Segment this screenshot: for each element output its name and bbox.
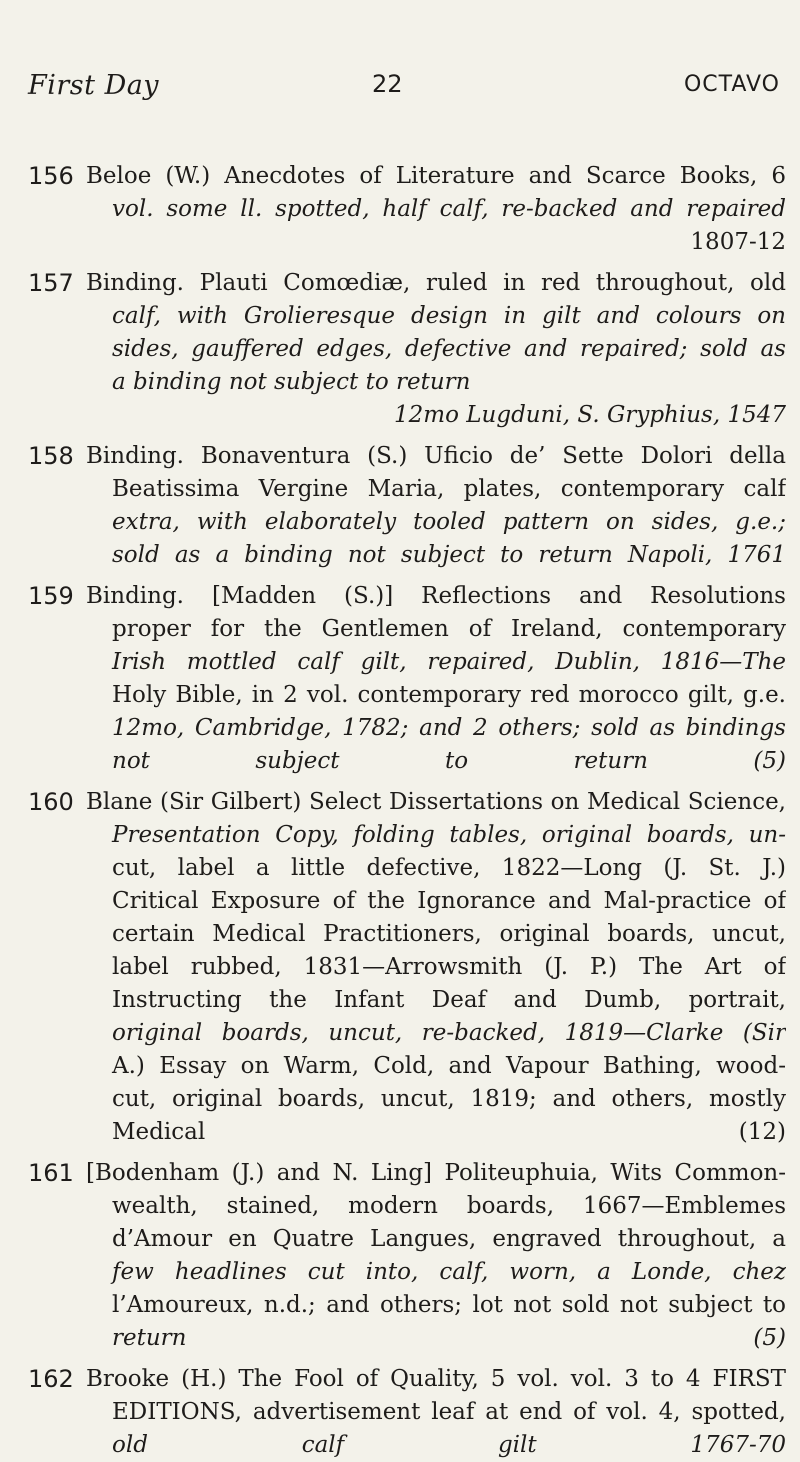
lot-description — [86, 1363, 786, 1462]
lot-line: wealth, stained, modern boards, 1667—Emblemes — [112, 1193, 786, 1219]
lot-line: Binding. Plauti Comœdiæ, ruled in red throughout, old — [86, 270, 786, 296]
lot-line: EDITIONS, advertisement leaf at end of vol. 4, spotted, — [112, 1399, 786, 1425]
lot-imprint: 12mo Lugduni, S. Gryphius, 1547 — [394, 402, 786, 428]
lot-line: A.) Essay on Warm, Cold, and Vapour Bathing, wood- — [112, 1053, 786, 1079]
lot-date: 1807-12 — [690, 229, 786, 255]
lot-line: Instructing the Infant Deaf and Dumb, portrait, — [112, 987, 786, 1013]
lot-line: not subject to return (5) — [112, 748, 786, 774]
lot-line: Medical (12) — [112, 1119, 786, 1145]
lot-number: 157 — [28, 269, 74, 297]
lot-description — [86, 1157, 786, 1355]
lot-line: original boards, uncut, re-backed, 1819—Clarke (Sir — [112, 1020, 786, 1046]
lot-number: 159 — [28, 582, 74, 610]
lot-line: old calf gilt 1767-70 — [112, 1432, 786, 1458]
lot-line: l’Amoureux, n.d.; and others; lot not sold not subject to — [112, 1292, 786, 1318]
lot-line: sides, gauffered edges, defective and repaired; sold as — [112, 336, 786, 362]
lot-line: few headlines cut into, calf, worn, a Londe, chez — [112, 1259, 786, 1285]
lot-line: certain Medical Practitioners, original boards, uncut, — [112, 921, 786, 947]
lot-number: 160 — [28, 788, 74, 816]
lot-line: [Bodenham (J.) and N. Ling] Politeuphuia, Wits Common- — [86, 1160, 786, 1186]
lot-number: 162 — [28, 1365, 74, 1393]
lot-line: Holy Bible, in 2 vol. contemporary red morocco gilt, g.e. — [112, 682, 786, 708]
lot-line: a binding not subject to return — [112, 369, 471, 395]
lot-description — [86, 580, 786, 778]
lot-line: 12mo, Cambridge, 1782; and 2 others; sold as bindings — [112, 715, 786, 741]
lot-line: extra, with elaborately tooled pattern on sides, g.e.; — [112, 509, 786, 535]
lot-line: return (5) — [112, 1325, 786, 1351]
lot-line: sold as a binding not subject to return Napoli, 1761 — [112, 542, 786, 568]
lot-line: Binding. Bonaventura (S.) Uficio de’ Sette Dolori della — [86, 443, 786, 469]
lot-line: Binding. [Madden (S.)] Reflections and Resolutions — [86, 583, 786, 609]
lot-number: 161 — [28, 1159, 74, 1187]
lot-line: Beatissima Vergine Maria, plates, contemporary calf — [112, 476, 786, 502]
lot-description — [86, 440, 786, 572]
lot-description — [86, 160, 786, 259]
lot-line: Irish mottled calf gilt, repaired, Dublin, 1816—The — [112, 649, 786, 675]
lot-line: cut, original boards, uncut, 1819; and others, mostly — [112, 1086, 786, 1112]
lot-line: proper for the Gentlemen of Ireland, contemporary — [112, 616, 786, 642]
lot-line: Brooke (H.) The Fool of Quality, 5 vol. vol. 3 to 4 FIRST — [86, 1366, 786, 1392]
lot-number: 156 — [28, 162, 74, 190]
lot-line: Presentation Copy, folding tables, original boards, un- — [112, 822, 786, 848]
lot-line: d’Amour en Quatre Langues, engraved throughout, a — [112, 1226, 786, 1252]
running-head-format: OCTAVO — [683, 72, 780, 97]
lot-description — [86, 267, 786, 432]
running-head — [28, 70, 780, 110]
lot-line: Critical Exposure of the Ignorance and Mal-practice of — [112, 888, 786, 914]
lot-number: 158 — [28, 442, 74, 470]
lot-line: cut, label a little defective, 1822—Long (J. St. J.) — [112, 855, 786, 881]
lot-description — [86, 786, 786, 1149]
running-head-day: First Day — [28, 70, 160, 101]
lot-line: Blane (Sir Gilbert) Select Dissertations on Medical Science, — [86, 789, 786, 815]
lot-line: calf, with Grolieresque design in gilt and colours on — [112, 303, 786, 329]
lot-line: vol. some ll. spotted, half calf, re-backed and repaired — [112, 196, 786, 222]
page-number: 22 — [372, 70, 403, 98]
lot-line: Beloe (W.) Anecdotes of Literature and Scarce Books, 6 — [86, 163, 786, 189]
lot-line: label rubbed, 1831—Arrowsmith (J. P.) The Art of — [112, 954, 786, 980]
